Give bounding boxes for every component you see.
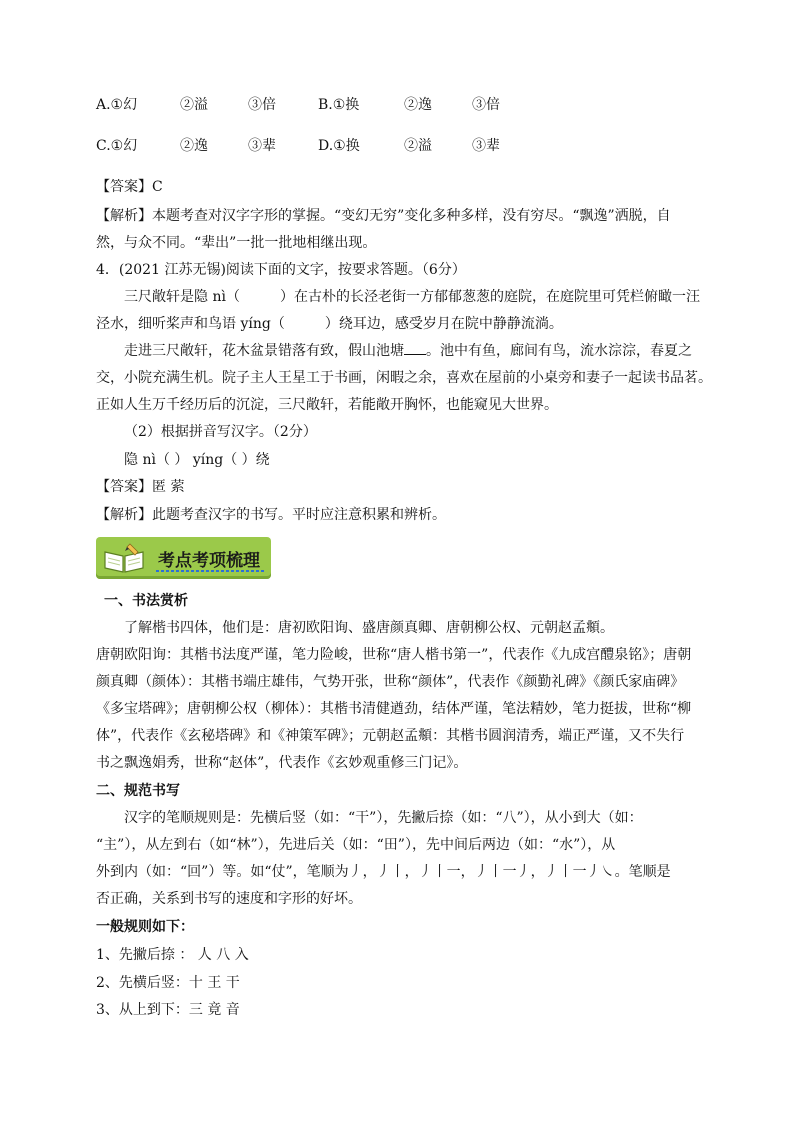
rule-item: 2、先横后竖：十 王 干	[96, 975, 240, 991]
question-4-para-2-line-1	[124, 341, 692, 361]
section-1-line-1: 唐朝欧阳询：其楷书法度严谨，笔力险峻，世称“唐人楷书第一”，代表作《九成宫醴泉铭》；唐朝	[96, 647, 692, 663]
question-4-para-2-line-2: 交，小院充满生机。院子主人王星工于书画，闲暇之余，喜欢在屋前的小桌旁和妻子一起读书品茗。	[96, 370, 712, 386]
question-4-para-1-line-2	[96, 314, 563, 334]
section-2-line-4: 否正确，关系到书写的速度和字形的好坏。	[96, 891, 362, 907]
section-2-heading: 二、规范书写	[96, 783, 180, 799]
analysis-text: 本题考查对汉字字形的掌握。“变幻无穷”变化多种多样，没有穷尽。“飘逸”洒脱，自	[152, 208, 671, 224]
text-segment: ）绕耳边，感受岁月在院中静静流淌。	[324, 316, 563, 332]
option-b-item2: ②逸	[404, 97, 432, 113]
banner-underline	[156, 570, 264, 572]
analysis-tag: 【解析】	[96, 208, 152, 224]
analysis-tag: 【解析】	[96, 507, 152, 523]
answer-text: C	[152, 179, 163, 195]
analysis-1-line-1	[96, 206, 671, 226]
question-4-para-1-line-1	[124, 287, 700, 307]
option-a-label: A.①幻	[96, 97, 138, 113]
section-1-line-3: 《多宝塔碑》；唐朝柳公权（柳体）：其楷书清健遒劲，结体严谨，笔法精妙，笔力挺拔，世称“柳	[96, 701, 692, 717]
option-d-label: D.①换	[318, 138, 360, 154]
option-b-item3: ③倍	[472, 97, 500, 113]
section-1-line-5: 书之飘逸娟秀，世称“赵体”，代表作《玄妙观重修三门记》。	[96, 755, 468, 771]
rule-item: 3、从上到下：三 竟 音	[96, 1002, 240, 1018]
text-segment: 。池中有鱼，廊间有鸟，流水淙淙，春夏之	[426, 343, 692, 359]
option-a-item2: ②溢	[180, 97, 208, 113]
section-1-line-4: 体”，代表作《玄秘塔碑》和《神策军碑》；元朝赵孟頫：其楷书圆润清秀，端正严谨，又不失行	[96, 728, 685, 744]
section-2-line-1: 汉字的笔顺规则是：先横后竖（如：“干”），先撇后捺（如：“八”），从小到大（如：	[124, 810, 643, 826]
option-b-label: B.①换	[318, 97, 360, 113]
fill-blank	[404, 342, 426, 355]
analysis-text: 此题考查汉字的书写。平时应注意积累和辨析。	[152, 507, 446, 523]
text-segment: 泾水，细听桨声和鸟语 yíng（	[96, 316, 285, 332]
answer-text: 匿 萦	[152, 479, 185, 495]
rule-item: 1、先撇后捺 ： 人 八 入	[96, 947, 249, 963]
option-c-label: C.①幻	[96, 138, 138, 154]
section-1-line-2: 颜真卿（颜体）：其楷书端庄雄伟，气势开张，世称“颜体”，代表作《颜勤礼碑》《颜氏家庙碑》	[96, 674, 685, 690]
section-1-heading: 一、书法赏析	[104, 593, 188, 609]
section-1-intro: 了解楷书四体，他们是：唐初欧阳询、盛唐颜真卿、唐朝柳公权、元朝赵孟頫。	[124, 620, 614, 636]
option-c-item2: ②逸	[180, 138, 208, 154]
text-segment: 三尺敞轩是隐 nì（	[124, 289, 240, 305]
option-a-item3: ③倍	[248, 97, 276, 113]
rules-heading: 一般规则如下：	[96, 919, 194, 935]
banner-title: 考点考项梳理	[158, 551, 260, 571]
answer-tag: 【答案】	[96, 479, 152, 495]
question-4-para-2-line-3: 正如人生万千经历后的沉淀，三尺敞轩，若能敞开胸怀，也能窥见大世界。	[96, 397, 558, 413]
text-segment: 走进三尺敞轩，花木盆景错落有致，假山池塘	[124, 343, 404, 359]
option-c-item3: ③辈	[248, 138, 276, 154]
question-4-sub-2: （2）根据拼音写汉字。（2分）	[124, 424, 317, 440]
option-d-item2: ②溢	[404, 138, 432, 154]
answer-1	[96, 177, 163, 197]
question-4-title: 4．(2021 江苏无锡)阅读下面的文字，按要求答题。（6分）	[96, 262, 466, 278]
section-banner	[96, 537, 271, 579]
question-4-fill: 隐 nì（ ） yíng（ ）绕	[124, 452, 270, 468]
text-segment: ）在古朴的长泾老街一方郁郁葱葱的庭院，在庭院里可凭栏俯瞰一汪	[279, 289, 700, 305]
analysis-2	[96, 505, 446, 525]
answer-tag: 【答案】	[96, 179, 152, 195]
section-2-line-2: “主”），从左到右（如“林”），先进后关（如：“田”），先中间后两边（如：“水”），从	[96, 837, 616, 853]
answer-2	[96, 477, 184, 497]
section-2-line-3: 外到内（如：“回”）等。如“仗”，笔顺为丿，丿丨，丿丨一，丿丨一丿，丿丨一丿㇏。笔顺是	[96, 864, 671, 880]
analysis-1-line-2: 然，与众不同。“辈出”一批一批地相继出现。	[96, 235, 377, 251]
open-book-icon	[102, 542, 146, 574]
option-d-item3: ③辈	[472, 138, 500, 154]
